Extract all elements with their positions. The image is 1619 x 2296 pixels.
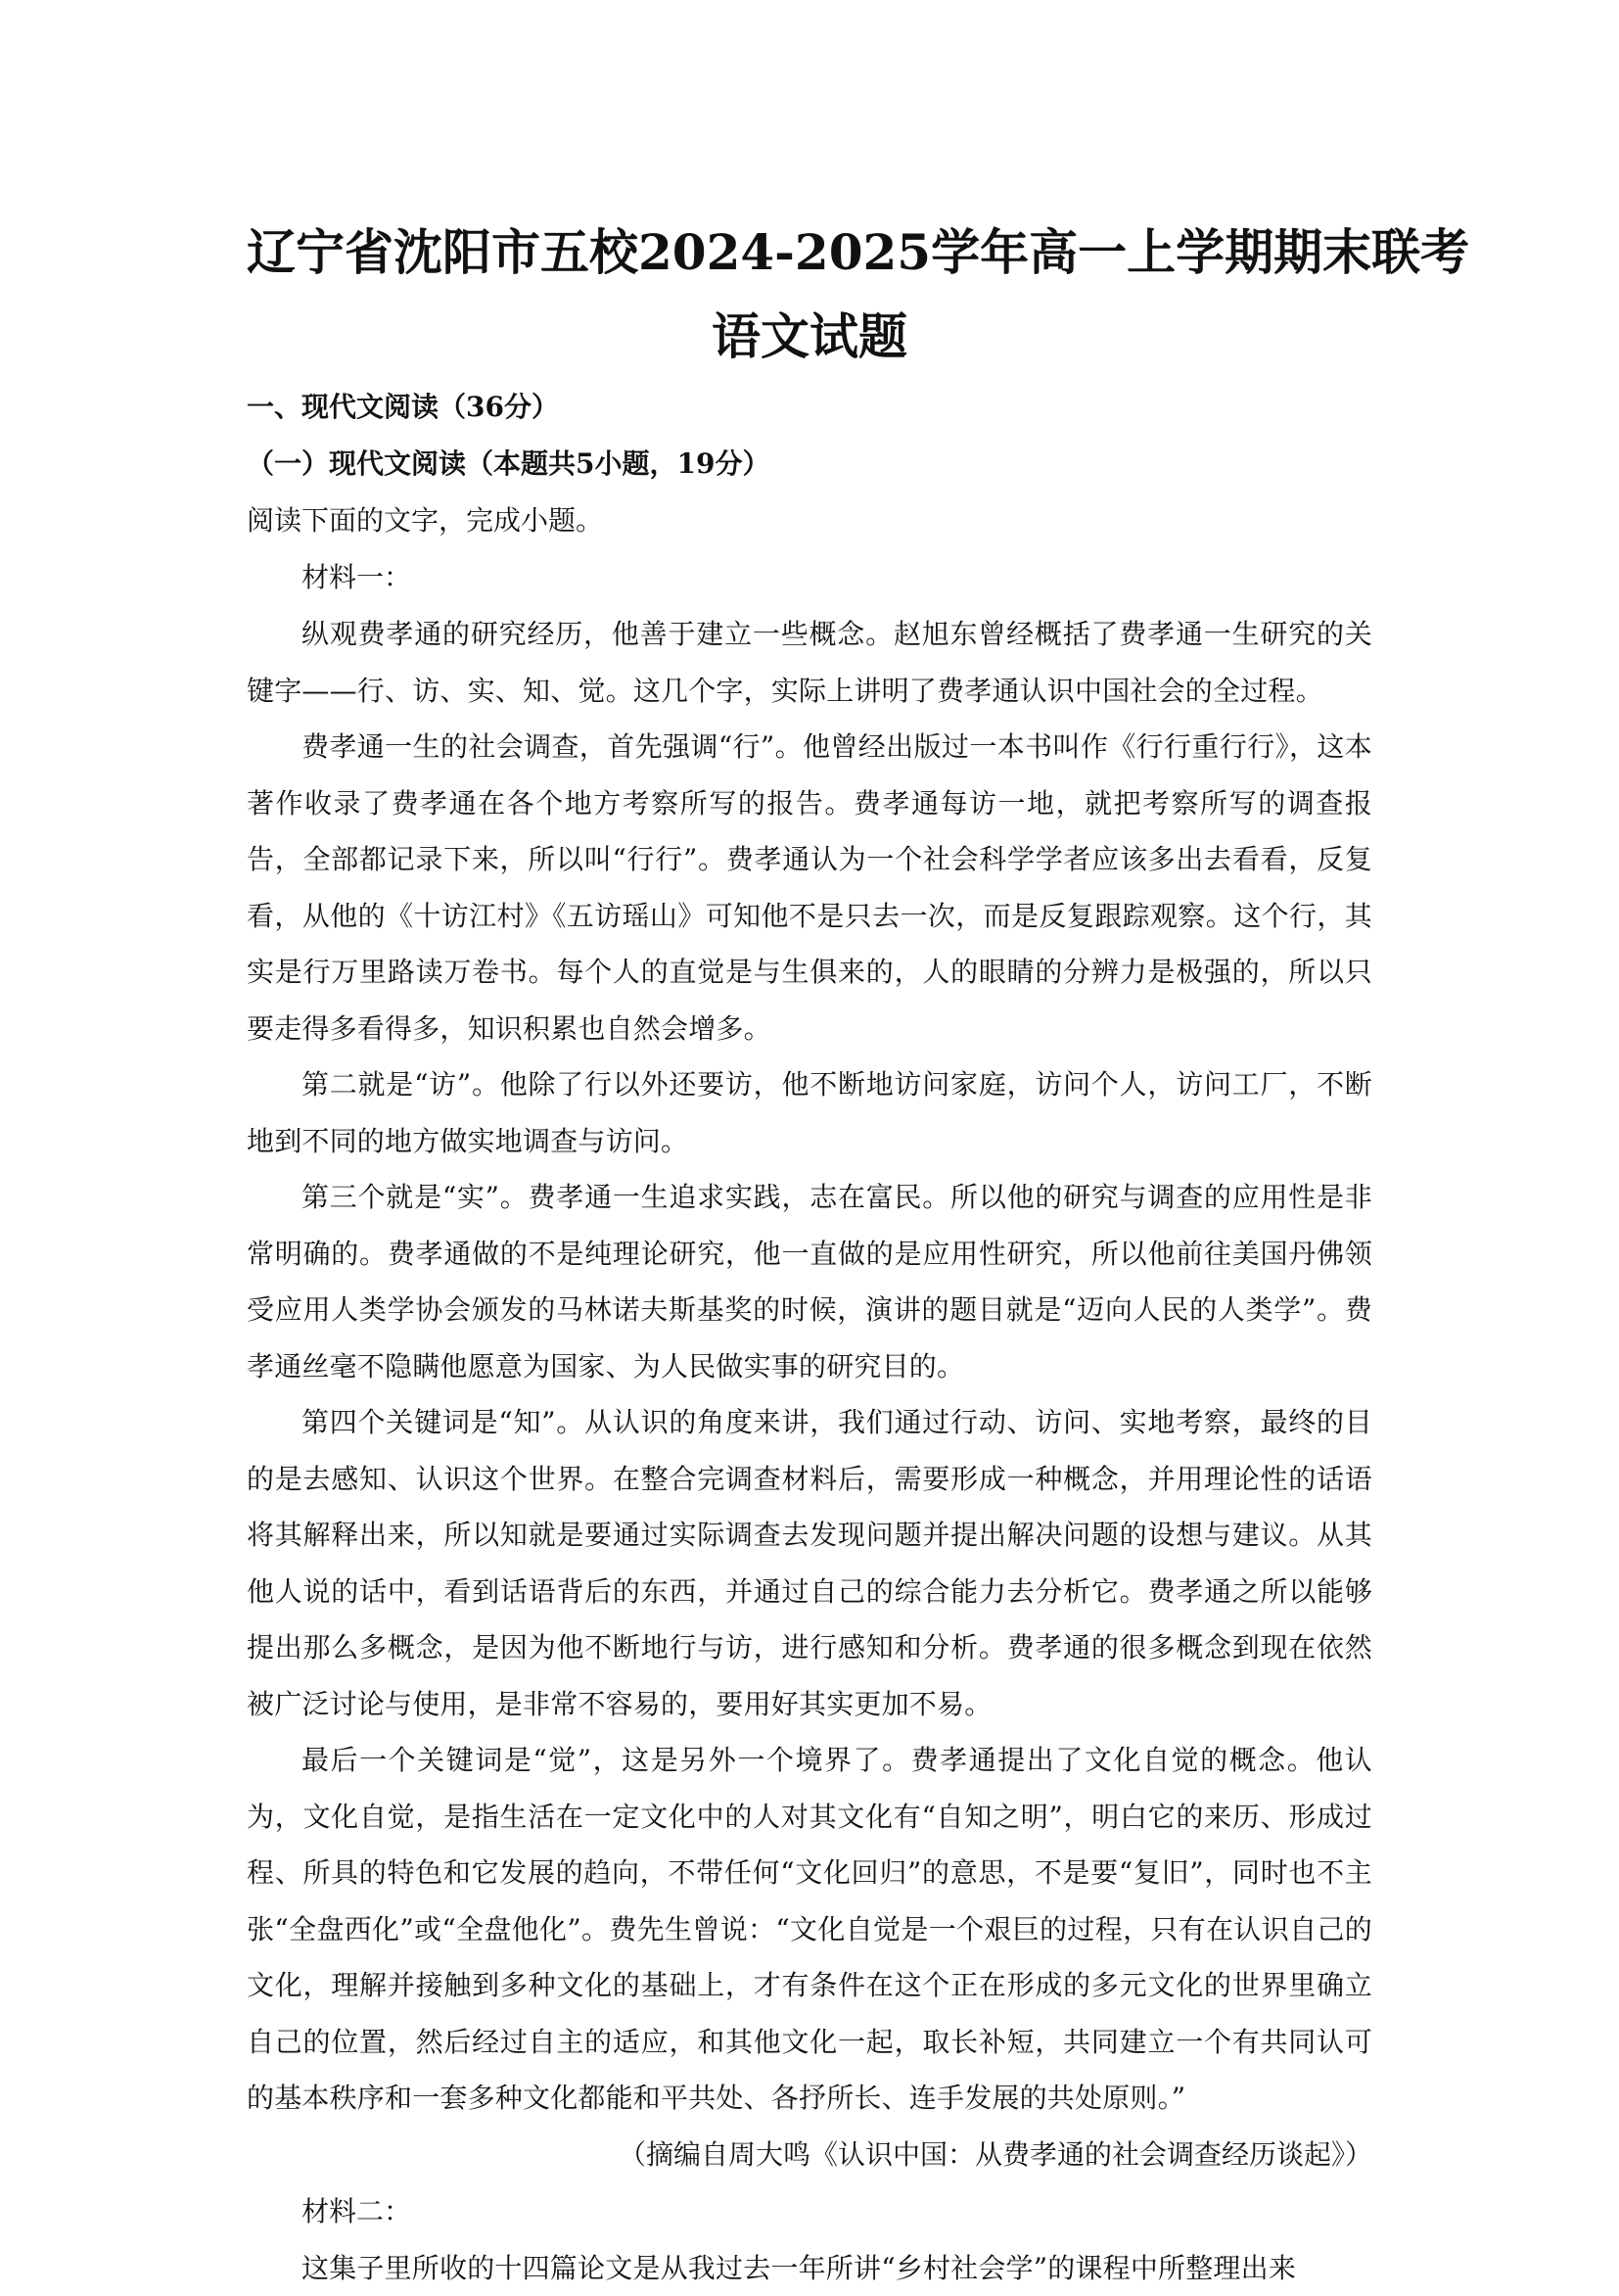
exam-title-line1: 辽宁省沈阳市五校2024-2025学年高一上学期期末联考 [247, 211, 1372, 295]
material-one-label: 材料一： [247, 549, 1372, 606]
material-one-paragraph: 第四个关键词是“知”。从认识的角度来讲，我们通过行动、访问、实地考察，最终的目的是去感知、认识这个世界。在整合完调查材料后，需要形成一种概念，并用理论性的话语将其解释出来，所以知就是要通过实际调查去发现问题并提出解决问题的设想与建议。从其他人说的话中，看到话语背后的东西，并通过自己的综合能力去分析它。费孝通之所以能够提出那么多概念，是因为他不断地行与访，进行感知和分析。费孝通的很多概念到现在依然被广泛讨论与使用，是非常不容易的，要用好其实更加不易。 [247, 1394, 1372, 1732]
material-one-paragraph: 第二就是“访”。他除了行以外还要访，他不断地访问家庭，访问个人，访问工厂，不断地到不同的地方做实地调查与访问。 [247, 1056, 1372, 1169]
exam-title-line2: 语文试题 [247, 295, 1372, 379]
material-two-paragraph: 这集子里所收的十四篇论文是从我过去一年所讲“乡村社会学”的课程中所整理出来 [247, 2240, 1372, 2296]
material-one-source: （摘编自周大鸣《认识中国：从费孝通的社会调查经历谈起》） [247, 2127, 1372, 2183]
material-one-paragraph: 最后一个关键词是“觉”，这是另外一个境界了。费孝通提出了文化自觉的概念。他认为，文化自觉，是指生活在一定文化中的人对其文化有“自知之明”，明白它的来历、形成过程、所具的特色和它发展的趋向，不带任何“文化回归”的意思，不是要“复旧”，同时也不主张“全盘西化”或“全盘他化”。费先生曾说：“文化自觉是一个艰巨的过程，只有在认识自己的文化，理解并接触到多种文化的基础上，才有条件在这个正在形成的多元文化的世界里确立自己的位置，然后经过自主的适应，和其他文化一起，取长补短，共同建立一个有共同认可的基本秩序和一套多种文化都能和平共处、各抒所长、连手发展的共处原则。” [247, 1732, 1372, 2127]
exam-page [247, 211, 1372, 2296]
material-one-paragraph: 纵观费孝通的研究经历，他善于建立一些概念。赵旭东曾经概括了费孝通一生研究的关键字——行、访、实、知、觉。这几个字，实际上讲明了费孝通认识中国社会的全过程。 [247, 606, 1372, 719]
reading-instruction: 阅读下面的文字，完成小题。 [247, 492, 1372, 549]
section-subheading: （一）现代文阅读（本题共5小题，19分） [247, 436, 1372, 492]
material-one-paragraph: 第三个就是“实”。费孝通一生追求实践，志在富民。所以他的研究与调查的应用性是非常明确的。费孝通做的不是纯理论研究，他一直做的是应用性研究，所以他前往美国丹佛领受应用人类学协会颁发的马林诺夫斯基奖的时候，演讲的题目就是“迈向人民的人类学”。费孝通丝毫不隐瞒他愿意为国家、为人民做实事的研究目的。 [247, 1169, 1372, 1394]
section-heading: 一、现代文阅读（36分） [247, 379, 1372, 436]
material-two-label: 材料二： [247, 2183, 1372, 2240]
material-one-paragraph: 费孝通一生的社会调查，首先强调“行”。他曾经出版过一本书叫作《行行重行行》，这本著作收录了费孝通在各个地方考察所写的报告。费孝通每访一地，就把考察所写的调查报告，全部都记录下来，所以叫“行行”。费孝通认为一个社会科学学者应该多出去看看，反复看，从他的《十访江村》《五访瑶山》可知他不是只去一次，而是反复跟踪观察。这个行，其实是行万里路读万卷书。每个人的直觉是与生俱来的，人的眼睛的分辨力是极强的，所以只要走得多看得多，知识积累也自然会增多。 [247, 719, 1372, 1056]
